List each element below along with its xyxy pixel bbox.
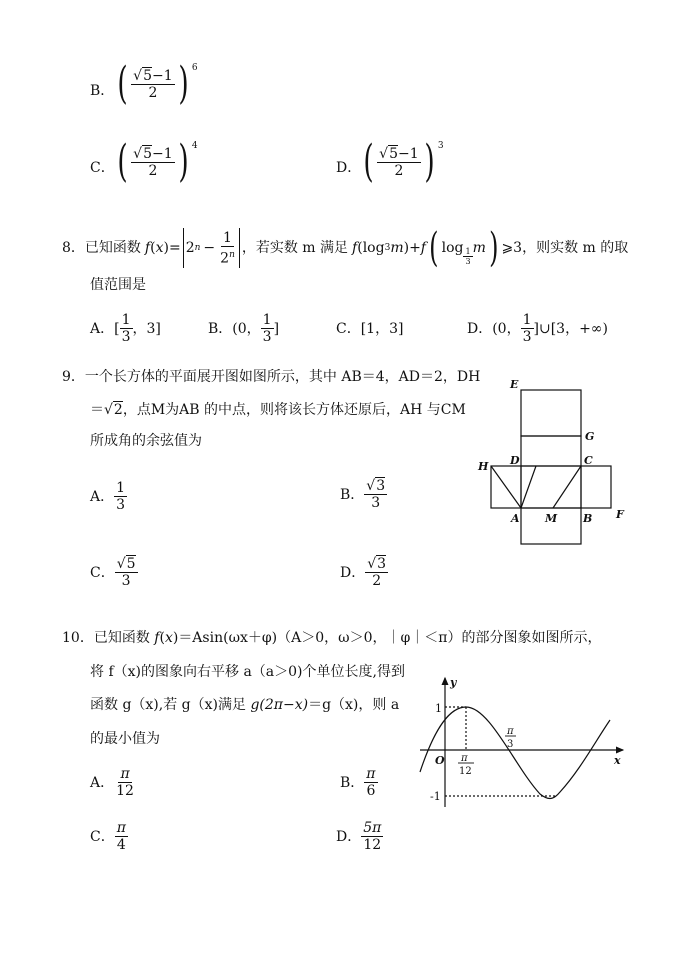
q8-option-d: D．(0， $\frac{1}{3}$ ]∪[3，+∞) <box>467 312 608 345</box>
q9-option-b: B． $\frac{√3}{3}$ <box>340 478 386 511</box>
q9-stem-line3: 所成角的余弦值为 <box>90 433 202 449</box>
q7-option-b-expr: ( $\frac{√5-1}{2}$ ) $^6$ <box>117 58 198 109</box>
tick-pi12-den: 12 <box>459 766 472 777</box>
y-tick-1: 1 <box>435 702 442 715</box>
q9-stem-line2: ＝√2，点M为AB 的中点，则将该长方体还原后，AH 与CM <box>90 402 466 418</box>
q9-option-c: C． $\frac{√5}{3}$ <box>90 556 136 589</box>
label-f: F <box>616 508 624 521</box>
label-b: B <box>583 512 593 525</box>
segment-ah <box>491 466 521 508</box>
net-face-top <box>521 390 581 436</box>
q10-option-d: D． $\frac{5\pi}{12}$ <box>336 820 382 853</box>
q10-stem-line1: 10．已知函数 f(x)＝Asin(ωx＋φ)（A＞0，ω＞0，｜φ｜＜π）的部分图象如图所示， <box>62 630 602 646</box>
tick-pi12-num: π <box>461 753 468 764</box>
q9-option-a: A． $\frac{1}{3}$ <box>90 480 126 513</box>
label-g: G <box>585 430 595 443</box>
q7-option-d: D． <box>336 160 362 176</box>
q7-option-d-expr: ( $\frac{√5-1}{2}$ ) $^3$ <box>363 136 444 187</box>
label-h: H <box>478 460 489 473</box>
sqrt-symbol: √5 <box>133 67 153 84</box>
segment-cm <box>553 466 581 508</box>
q8-option-a: A．[ $\frac{1}{3}$ ，3] <box>90 312 161 345</box>
x-label: x <box>614 754 621 767</box>
q8-stem-line2: 值范围是 <box>90 277 146 293</box>
tick-pi3-den: 3 <box>507 739 514 750</box>
y-label: y <box>450 676 457 689</box>
q10-option-c: C． $\frac{\pi}{4}$ <box>90 820 126 853</box>
q8-option-b: B．(0， $\frac{1}{3}$ ] <box>208 312 280 345</box>
q7-option-c-expr: ( $\frac{√5-1}{2}$ ) $^4$ <box>117 136 198 187</box>
label-m: M <box>545 512 558 525</box>
q10-sine-graph <box>415 672 630 812</box>
label-c: C <box>584 454 593 467</box>
q9-stem-line1: 9．一个长方体的平面展开图如图所示，其中 AB＝4，AD＝2，DH <box>62 369 481 385</box>
segment-a-d-diag <box>521 466 536 508</box>
label-d: D <box>510 454 520 467</box>
q8-stem: 8． 已知函数 f ( x ) = 2 n − $\frac{1}{2^n}$ ，若实数 m 满足 f ( log 3 m ) + f ( log $\frac{1}{3}$ m ) ⩾3，则实数 m 的取 <box>62 225 629 271</box>
q10-stem-line2: 将 f（x)的图象向右平移 a（a＞0)个单位长度,得到 <box>90 664 405 680</box>
label-e: E <box>510 378 519 391</box>
q9-option-d: D． $\frac{√3}{2}$ <box>340 556 387 589</box>
net-face-g <box>521 436 581 466</box>
net-face-center <box>521 466 581 508</box>
q10-stem-line4: 的最小值为 <box>90 731 160 747</box>
origin-label: O <box>435 754 445 767</box>
label-a: A <box>511 512 520 525</box>
sine-curve <box>420 707 610 798</box>
q7-option-c: C． <box>90 160 115 176</box>
q9-box-net-figure <box>470 376 630 551</box>
net-face-right <box>581 466 611 508</box>
tick-pi3-num: π <box>507 726 514 737</box>
q7-option-b: B． <box>90 83 115 99</box>
q10-option-a: A． $\frac{\pi}{12}$ <box>90 766 134 799</box>
y-tick-neg1: -1 <box>430 790 441 803</box>
q8-option-c: C．[1，3] <box>336 321 404 337</box>
q10-stem-line3: 函数 g（x),若 g（x)满足 g(2π−x)＝g（x)，则 a <box>90 697 400 713</box>
q10-option-b: B． $\frac{\pi}{6}$ <box>340 766 376 799</box>
